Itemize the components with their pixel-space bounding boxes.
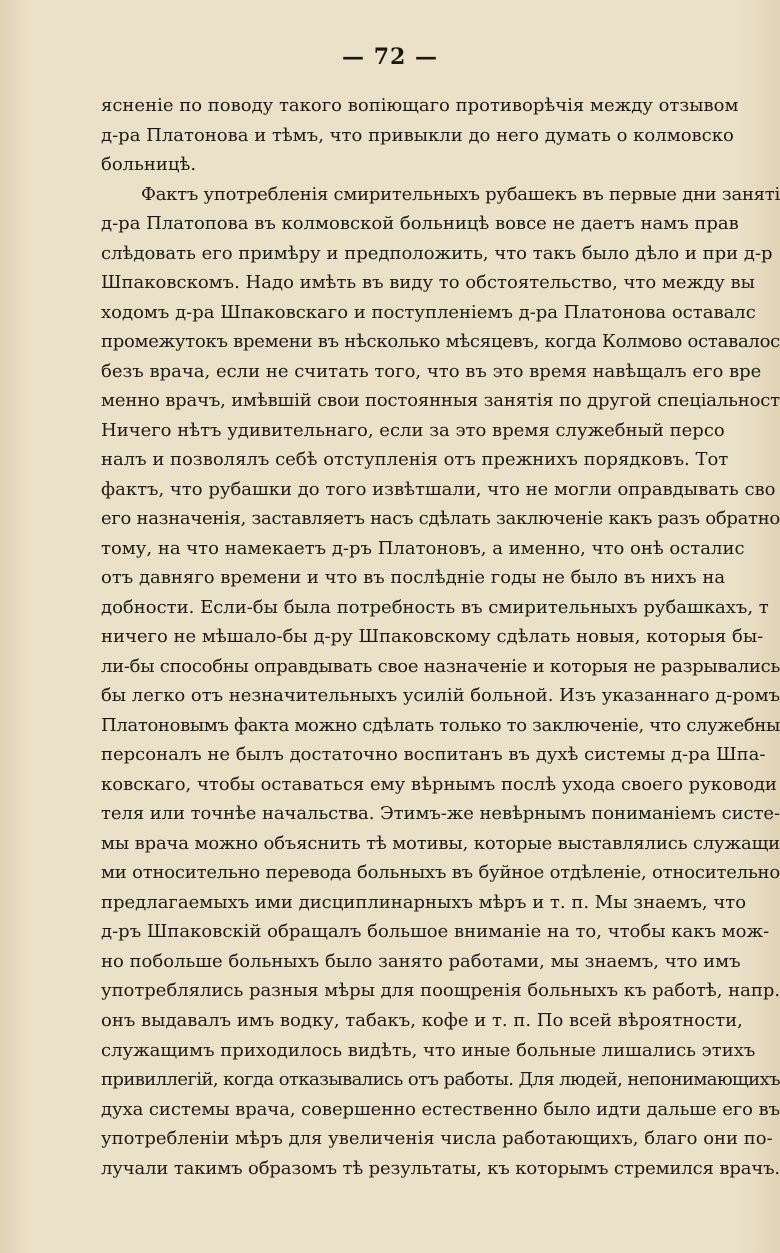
text-line: его назначенія, заставляетъ насъ сдѣлать заключеніе какъ разъ обратно bbox=[101, 508, 780, 530]
text-line: Шпаковскомъ. Надо имѣть въ виду то обстоятельство, что между вы bbox=[101, 272, 755, 294]
text-line: промежутокъ времени въ нѣсколько мѣсяцевъ, когда Колмово оставалос bbox=[101, 331, 780, 353]
text-line: налъ и позволялъ себѣ отступленія отъ прежнихъ порядковъ. Тот bbox=[101, 449, 729, 471]
text-line: д-ръ Шпаковскій обращалъ большое вниманіе на то, чтобы какъ мож- bbox=[101, 921, 770, 943]
text-line: ми относительно перевода больныхъ въ буйное отдѣленіе, относительно bbox=[101, 862, 780, 884]
text-line: привиллегій, когда отказывались отъ работы. Для людей, непонимающихъ bbox=[101, 1069, 780, 1091]
text-line: Фактъ употребленія смирительныхъ рубашекъ въ первые дни заняті bbox=[141, 183, 780, 205]
text-line: бы легко отъ незначительныхъ усилій больной. Изъ указаннаго д-ромъ bbox=[101, 685, 780, 707]
text-line: менно врачъ, имѣвшій свои постоянныя занятія по другой спеціальност bbox=[101, 390, 780, 412]
text-line: теля или точнѣе начальства. Этимъ-же невѣрнымъ пониманіемъ систе- bbox=[101, 803, 780, 825]
text-line: ничего не мѣшало-бы д-ру Шпаковскому сдѣлать новыя, которыя бы- bbox=[101, 626, 764, 648]
text-line: отъ давняго времени и что въ послѣдніе годы не было въ нихъ на bbox=[101, 567, 726, 589]
body-text bbox=[101, 91, 780, 1183]
text-line: ясненіе по поводу такого вопіющаго противорѣчія между отзывом bbox=[101, 95, 739, 116]
text-line: лучали такимъ образомъ тѣ результаты, къ которымъ стремился врачъ. bbox=[101, 1157, 780, 1179]
text-line: слѣдовать его примѣру и предположить, что такъ было дѣло и при д-р bbox=[101, 242, 773, 264]
text-line: служащимъ приходилось видѣть, что иные больные лишались этихъ bbox=[101, 1039, 756, 1061]
text-line: мы врача можно объяснить тѣ мотивы, которые выставлялись служащи bbox=[101, 832, 780, 854]
text-line: больницѣ. bbox=[101, 154, 197, 176]
text-line: ходомъ д-ра Шпаковскаго и поступленіемъ д-ра Платонова оставалс bbox=[101, 301, 756, 323]
text-line: духа системы врача, совершенно естественно было идти дальше его въ bbox=[101, 1098, 780, 1120]
text-line: употреблялись разныя мѣры для поощренія больныхъ къ работѣ, напр. bbox=[101, 980, 780, 1002]
text-line: ковскаго, чтобы оставаться ему вѣрнымъ послѣ ухода своего руководи bbox=[101, 773, 777, 795]
text-line: но побольше больныхъ было занято работами, мы знаемъ, что имъ bbox=[101, 950, 741, 972]
page-number: — 72 — bbox=[342, 44, 438, 70]
text-line: безъ врача, если не считать того, что въ это время навѣщалъ его вре bbox=[101, 360, 762, 382]
text-line: употребленіи мѣръ для увеличенія числа работающихъ, благо они по- bbox=[101, 1128, 773, 1150]
text-line: тому, на что намекаетъ д-ръ Платоновъ, а именно, что онѣ осталис bbox=[101, 537, 745, 559]
text-line: предлагаемыхъ ими дисциплинарныхъ мѣръ и т. п. Мы знаемъ, что bbox=[101, 891, 747, 913]
text-line: д-ра Платопова въ колмовской больницѣ вовсе не даетъ намъ прав bbox=[101, 213, 739, 235]
text-line: Ничего нѣтъ удивительнаго, если за это время служебный персо bbox=[101, 419, 725, 441]
text-line: ли-бы способны оправдывать свое назначеніе и которыя не разрывались bbox=[101, 655, 780, 677]
text-line: Платоновымъ факта можно сдѣлать только то заключеніе, что служебны bbox=[101, 714, 780, 736]
text-line: персоналъ не былъ достаточно воспитанъ въ духѣ системы д-ра Шпа- bbox=[101, 744, 766, 766]
text-line: фактъ, что рубашки до того извѣтшали, что не могли оправдывать сво bbox=[101, 478, 776, 500]
text-line: добности. Если-бы была потребность въ смирительныхъ рубашкахъ, т bbox=[101, 596, 769, 618]
text-line: онъ выдавалъ имъ водку, табакъ, кофе и т. п. По всей вѣроятности, bbox=[101, 1009, 743, 1031]
text-line: д-ра Платонова и тѣмъ, что привыкли до него думать о колмовско bbox=[101, 124, 734, 146]
